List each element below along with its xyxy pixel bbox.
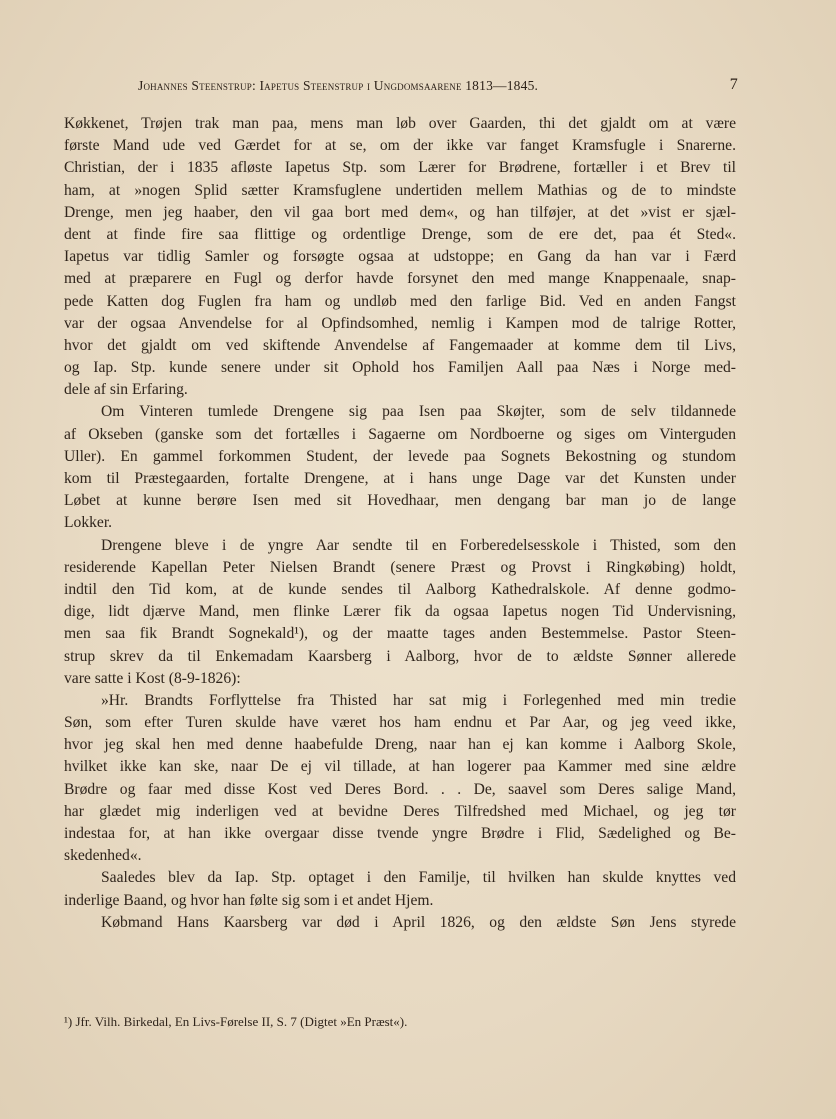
text-line: var der ogsaa Anvendelse for al Opfindsomhed, nemlig i Kampen mod de talrige Rotter, xyxy=(64,314,736,332)
text-line: af Okseben (ganske som det fortælles i Sagaerne om Nordboerne og siges om Vinterguden xyxy=(64,425,736,443)
text-line: Søn, som efter Turen skulde have været hos ham endnu et Par Aar, og jeg veed ikke, xyxy=(64,714,736,732)
text-line: skedenhed«. xyxy=(64,847,142,865)
running-header-title: Johannes Steenstrup: Iapetus Steenstrup i Ungdomsaarene 1813—1845. xyxy=(138,78,539,93)
text-line: hvilket ikke kan ske, naar De ej vil tillade, at han logerer paa Kammer med sine ældre xyxy=(64,758,736,776)
text-line: dele af sin Erfaring. xyxy=(64,381,188,399)
text-line: indtil den Tid kom, at de kunde sendes til Aalborg Kathedralskole. Af denne godmo- xyxy=(64,580,736,598)
text-line: »Hr. Brandts Forflyttelse fra Thisted har sat mig i Forlegenhed med min tredie xyxy=(101,691,736,709)
text-line: Købmand Hans Kaarsberg var død i April 1826, og den ældste Søn Jens styrede xyxy=(101,913,736,931)
text-line: hvor jeg skal hen med denne haabefulde Dreng, naar han ej kan komme i Aalborg Skole, xyxy=(64,736,736,754)
text-line: dent at finde fire saa flittige og ordentlige Drenge, som de ere det, paa ét Sted«. xyxy=(64,225,736,243)
text-line: men saa fik Brandt Sognekald¹), og der maatte tages anden Bestemmelse. Pastor Steen- xyxy=(64,625,736,643)
text-line: Lokker. xyxy=(64,514,113,532)
text-line: vare satte i Kost (8-9-1826): xyxy=(64,669,241,687)
text-line: har glædet mig inderligen ved at bevidne Deres Tilfredshed med Michael, og jeg tør xyxy=(64,802,736,820)
text-line: hvor det gjaldt om ved skiftende Anvendelse af Fangemaader at komme dem til Livs, xyxy=(64,336,736,354)
text-line: strup skrev da til Enkemadam Kaarsberg i Aalborg, hvor de to ældste Sønner allerede xyxy=(64,647,736,665)
text-line: Drengene bleve i de yngre Aar sendte til en Forberedelsesskole i Thisted, som den xyxy=(101,536,736,554)
text-line: dige, lidt djærve Mand, men flinke Lærer fik da ogsaa Iapetus nogen Tid Undervisning, xyxy=(64,603,736,621)
text-line: Uller). En gammel forkommen Student, der levede paa Sognets Bekostning og stundom xyxy=(64,447,736,465)
text-line: Drenge, men jeg haaber, den vil gaa bort med dem«, og han tilføjer, at det »vist er sjæl- xyxy=(64,203,736,221)
text-line: inderlige Baand, og hvor han følte sig som i et andet Hjem. xyxy=(64,891,434,909)
body-text xyxy=(64,113,736,934)
text-line: pede Katten dog Fuglen fra ham og undløb med den farlige Bid. Ved en anden Fangst xyxy=(64,292,736,310)
text-line: ham, at »nogen Splid sætter Kramsfuglene undertiden mellem Mathias og de to mindste xyxy=(64,181,736,199)
text-line: Iapetus var tidlig Samler og forsøgte ogsaa at udstoppe; en Gang da han var i Færd xyxy=(64,248,736,266)
text-line: residerende Kapellan Peter Nielsen Brandt (senere Præst og Provst i Ringkøbing) holdt, xyxy=(64,558,736,576)
footnote: ¹) Jfr. Vilh. Birkedal, En Livs-Førelse II, S. 7 (Digtet »En Præst«). xyxy=(64,1014,408,1029)
page-number: 7 xyxy=(729,76,738,93)
text-line: Køkkenet, Trøjen trak man paa, mens man løb over Gaarden, thi det gjaldt om at være xyxy=(64,115,736,132)
running-header xyxy=(118,78,738,100)
text-line: med at præparere en Fugl og derfor havde forsynet den med mange Knappenaale, snap- xyxy=(64,270,736,288)
text-line: første Mand ude ved Gærdet for at se, om der ikke var fanget Kramsfugle i Snarerne. xyxy=(64,137,736,155)
text-line: og Iap. Stp. kunde senere under sit Ophold hos Familjen Aall paa Næs i Norge med- xyxy=(64,359,736,377)
text-line: Saaledes blev da Iap. Stp. optaget i den Familje, til hvilken han skulde knyttes ved xyxy=(101,869,736,887)
text-line: Om Vinteren tumlede Drengene sig paa Isen paa Skøjter, som de selv tildannede xyxy=(101,403,736,421)
text-line: Brødre og faar med disse Kost ved Deres Bord. . . De, saavel som Deres salige Mand, xyxy=(64,780,736,798)
text-line: Christian, der i 1835 afløste Iapetus Stp. som Lærer for Brødrene, fortæller i et Brev til xyxy=(64,159,736,177)
text-line: Løbet at kunne berøre Isen med sit Hovedhaar, men dengang bar man jo de lange xyxy=(64,492,736,510)
text-line: indestaa for, at han ikke overgaar disse tvende yngre Brødre i Flid, Sædelighed og Be- xyxy=(64,825,736,842)
text-line: kom til Præstegaarden, fortalte Drengene, at i hans unge Dage var det Kunsten under xyxy=(64,470,736,487)
